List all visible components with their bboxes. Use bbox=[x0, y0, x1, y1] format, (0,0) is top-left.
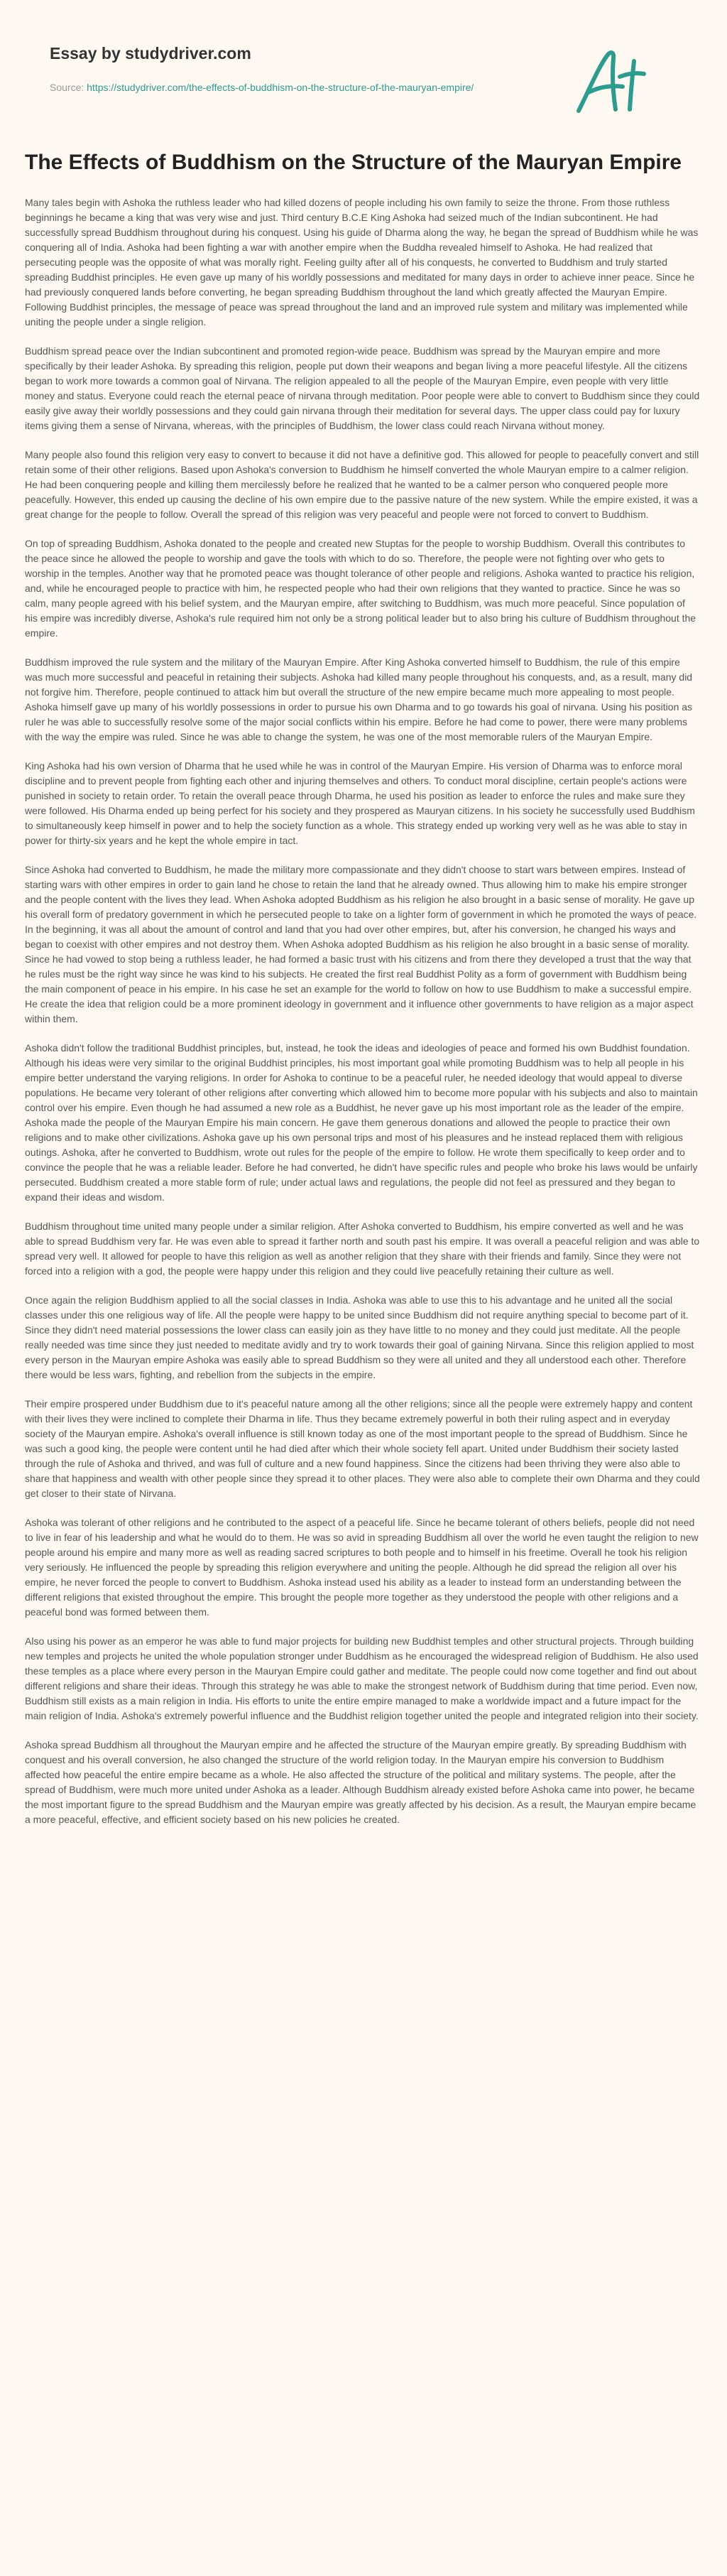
essay-paragraph: Since Ashoka had converted to Buddhism, he made the military more compassionate and they didn't choose to start wars between empires. Instead of starting wars with other empires in order to gain land he chose to retain the land that he already owned. Thus allowing him to make his empire stronger and the people content with the lives they lead. When Ashoka adopted Buddhism as his religion he also brought in a basic sense of morality. He gave up his overall form of predatory government in which he persecuted people to take on a lighter form of government in which he promoted the ways of peace. In the beginning, it was all about the amount of control and land that you had over other empires, but, after his conversion, he changed his ways and began to coexist with other empires and not destroy them. When Ashoka adopted Buddhism as his religion he also brought in a basic sense of morality. Since he had vowed to stop being a ruthless leader, he had formed a basic trust with his citizens and from there they developed a trust that the way that he rules must be the right way since he was kind to his subjects. He created the first real Buddhist Polity as a form of government with Buddhism being the main component of peace in his empire. In his case he set an example for the world to follow on how to use Buddhism to make a successful empire. He create the idea that religion could be a more prominent ideology in government and it influence other governments to have religion as a major aspect within them. bbox=[25, 864, 697, 1024]
essay-paragraph: King Ashoka had his own version of Dharma that he used while he was in control of the Mauryan Empire. His version of Dharma was to enforce moral discipline and to prevent people from fighting each other and injuring themselves and others. To conduct moral discipline, certain people's actions were punished in society to retain order. To retain the overall peace through Dharma, he used his position as leader to enforce the rules and make sure they were followed. His Dharma ended up being perfect for his society and they prospered as Mauryan citizens. In his society he successfully used Buddhism to simultaneously keep himself in power and to help the society function as a whole. This strategy ended up working very well as he was able to stay in power for thirty-six years and he kept the whole empire in tact. bbox=[25, 760, 695, 846]
essay-paragraph: Buddhism improved the rule system and the military of the Mauryan Empire. After King Ashoka converted himself to Buddhism, the rule of this empire was much more successful and peaceful in retaining their subjects. Ashoka had killed many people throughout his conquests, and, as a result, many did not forgive him. Therefore, people continued to attack him but overall the structure of the new empire became much more appealing to most people. Ashoka himself gave up many of his worldly possessions in order to pursue his own Dharma and to go towards his goal of nirvana. Using his position as ruler he was able to successfully resolve some of the major social conflicts within his empire. Before he had come to power, there were many problems with the way the empire was ruled. Since he was able to change the system, he was one of the most memorable rulers of the Mauryan Empire. bbox=[25, 656, 693, 742]
essay-paragraph: Also using his power as an emperor he was able to fund major projects for building new Buddhist temples and other structural projects. Through building new temples and projects he united the whole population stronger under Buddhism as he encouraged the widespread religion of Buddhism. He also used these temples as a place where every person in the Mauryan Empire could gather and meditate. The people could now come together and find out about different religions and share their ideas. Through this strategy he was able to make the strongest network of Buddhism during that time period. Even now, Buddhism still exists as a main religion in India. His efforts to unite the entire empire managed to make a worldwide impact and a future impact for the main religion of India. Ashoka's extremely powerful influence and the Buddhist religion together united the people and integrated religion into their society. bbox=[25, 1635, 699, 1721]
essay-paragraph: Ashoka was tolerant of other religions and he contributed to the aspect of a peaceful life. Since he became tolerant of others beliefs, people did not need to live in fear of his leadership and what he would do to them. He was so avid in spreading Buddhism all over the world he even taught the religion to new people around his empire and many more as well as reading sacred scriptures to both people and to himself in his freetime. Overall he took his religion very seriously. He influenced the people by spreading this religion everywhere and uniting the people. Although he did spread the religion all over his empire, he never forced the people to convert to Buddhism. Ashoka instead used his ability as a leader to instead form an understanding between the different religions that existed throughout the empire. This brought the people more together as they understood the people with other religions and a peaceful bond was formed between them. bbox=[25, 1517, 699, 1618]
essay-paragraph: Their empire prospered under Buddhism due to it's peaceful nature among all the other religions; since all the people were extremely happy and content with their lives they were inclined to complete their Dharma in life. Thus they became extremely powerful in both their ruling aspect and in everyday society of the Mauryan empire. Ashoka's overall influence is still known today as one of the most important people to the spread of Buddhism. Since he was such a good king, the people were content until he had died after which their whole society fell apart. United under Buddhism their society lasted through the rule of Ashoka and thrived, and was full of culture and a new found happiness. Since the citizens had been thriving they were also able to share that happiness and wealth with other people since they spread it to other places. They were also able to complete their own Dharma and they could get closer to their state of Nirvana. bbox=[25, 1398, 700, 1499]
essay-paragraph: Once again the religion Buddhism applied to all the social classes in India. Ashoka was able to use this to his advantage and he united all the social classes under this one religious way of life. All the people were happy to be united since Buddhism did not require anything special to become part of it. Since they didn't need material possessions the lower class can easily join as they have little to no money and they could just meditate. All the people really needed was time since they just needed to meditate avidly and try to work towards their goal of gaining Nirvana. Since this religion applied to most every person in the Mauryan empire Ashoka was easily able to spread Buddhism so they were all united and they all understood each other. Therefore there would be less wars, fighting, and rebellion from the subjects in the empire. bbox=[25, 1294, 694, 1380]
source-label: Source: bbox=[50, 82, 84, 93]
essay-body bbox=[25, 195, 702, 1827]
source-link[interactable]: https://studydriver.com/the-effects-of-buddhism-on-the-structure-of-the-mauryan-empire/ bbox=[87, 82, 474, 93]
a-plus-grade-icon bbox=[573, 45, 651, 124]
essay-paragraph: Ashoka didn't follow the traditional Buddhist principles, but, instead, he took the ideas and ideologies of peace and formed his own Buddhist foundation. Although his ideas were very similar to the original Buddhist principles, his most important goal while promoting Buddhism was to help all people in his empire better understand the varying religions. In order for Ashoka to continue to be a peaceful ruler, he needed ideology that would appeal to diverse populations. He became very tolerant of other religions after converting which allowed him to become more popular with his subjects and also to maintain control over his empire. Even though he had assumed a new role as a Buddhist, he never gave up his most important role as the leader of the empire. Ashoka made the people of the Mauryan Empire his main concern. He gave them generous donations and allowed the people to practice their own religions and to make other civilizations. Ashoka gave up his own personal trips and most of his pleasures and he instead replaced them with religious outings. Ashoka, after he converted to Buddhism, wrote out rules for the people of the empire to follow. He wrote them specifically to keep order and to convince the people that he was a reliable leader. Before he had converted, he didn't have specific rules and people who broke his laws would be unfairly persecuted. Buddhism created a more stable form of rule; under actual laws and regulations, the people did not feel as pressured and they began to expand their ideas and wisdom. bbox=[25, 1042, 698, 1203]
essay-paragraph: Ashoka spread Buddhism all throughout the Mauryan empire and he affected the structure of the Mauryan empire greatly. By spreading Buddhism with conquest and his overall conversion, he also changed the structure of the world religion today. In the Mauryan empire his conversion to Buddhism affected how peaceful the entire empire became as a whole. He also affected the structure of the political and military systems. The people, after the spread of Buddhism, were much more united under Ashoka as a leader. Although Buddhism already existed before Ashoka came into power, he became the most important figure to the spread Buddhism and the Mauryan empire was greatly affected by his decision. As a result, the Mauryan empire became a more peaceful, effective, and efficient society based on his new policies he created. bbox=[25, 1739, 696, 1825]
essay-paragraph: On top of spreading Buddhism, Ashoka donated to the people and created new Stuptas for the people to worship Buddhism. Overall this contributes to the peace since he allowed the people to worship and gave the tools with which to do so. Therefore, the people were not fighting over who gets to worship in the temples. Another way that he promoted peace was thought tolerance of other people and religions. Ashoka wanted to practice his religion, and, while he encouraged people to practice with him, he respected people who had their own religions that they wanted to practice. Since he was so calm, many people agreed with his belief system, and the Mauryan empire, after switching to Buddhism, was much more peaceful. Since population of his empire was incredibly diverse, Ashoka's rule required him not only be a strong political leader but to also bring his culture of Buddhism throughout the empire. bbox=[25, 538, 696, 639]
essay-header bbox=[25, 0, 702, 149]
site-brand: Essay by studydriver.com bbox=[50, 44, 251, 63]
essay-title: The Effects of Buddhism on the Structure of the Mauryan Empire bbox=[25, 151, 682, 174]
essay-paragraph: Many tales begin with Ashoka the ruthless leader who had killed dozens of people including his own family to seize the throne. From those ruthless beginnings he became a king that was very wise and just. Third century B.C.E King Ashoka had seized much of the Indian subcontinent. He had successfully spread Buddhism throughout during his conquest. Using his guide of Dharma along the way, he began the spread of Buddhism while he was conquering all of India. Ashoka had been fighting a war with another empire when the Buddha revealed himself to Ashoka. He had realized that persecuting people was the opposite of what was morally right. Feeling guilty after all of his conquests, he converted to Buddhism and truly started spreading Buddhist principles. He even gave up many of his worldly possessions and meditated for many days in order to achieve inner peace. Since he had previously conquered lands before converting, he began spreading Buddhism throughout the land which greatly affected the Mauryan Empire. Following Buddhist principles, the message of peace was spread throughout the land and an improved rule system and military was implemented while uniting the people under a single religion. bbox=[25, 197, 699, 328]
essay-paragraph: Buddhism throughout time united many people under a similar religion. After Ashoka converted to Buddhism, his empire converted as well and he was able to spread Buddhism very far. He was even able to spread it farther north and south past his empire. It was overall a peaceful religion and was able to spread very well. It allowed for people to have this religion as well as another religion that they share with their friends and family. Since they were not forced into a religion with a god, the people were happy under this religion and they could live peacefully retaining their culture as well. bbox=[25, 1221, 700, 1277]
essay-paragraph: Buddhism spread peace over the Indian subcontinent and promoted region-wide peace. Buddhism was spread by the Mauryan empire and more specifically by their leader Ashoka. By spreading this religion, people put down their weapons and began living a more peaceful lifestyle. All the citizens began to work more towards a common goal of Nirvana. The religion appealed to all the people of the Mauryan Empire, even people with very little money and status. Everyone could reach the eternal peace of nirvana through meditation. Poor people were able to convert to Buddhism since they could easily give away their worldly possessions and they could gain nirvana through their meditation for several days. The upper class could pay for luxury items giving them a sense of Nirvana, whereas, with the principles of Buddhism, the lower class could reach Nirvana without money. bbox=[25, 345, 700, 431]
source-line bbox=[50, 80, 632, 95]
essay-paragraph: Many people also found this religion very easy to convert to because it did not have a definitive god. This allowed for people to peacefully convert and still retain some of their other religions. Based upon Ashoka's conversion to Buddhism he himself converted the whole Mauryan empire to a calmer religion. He had been conquering people and killing them mercilessly before he realized that he wanted to be a calmer person who conquered people more peacefully. However, this ended up causing the decline of his own empire due to the passive nature of the new system. While the empire existed, it was a great change for the people to follow. Overall the spread of this religion was very peaceful and people were not forced to convert to Buddhism. bbox=[25, 449, 699, 520]
